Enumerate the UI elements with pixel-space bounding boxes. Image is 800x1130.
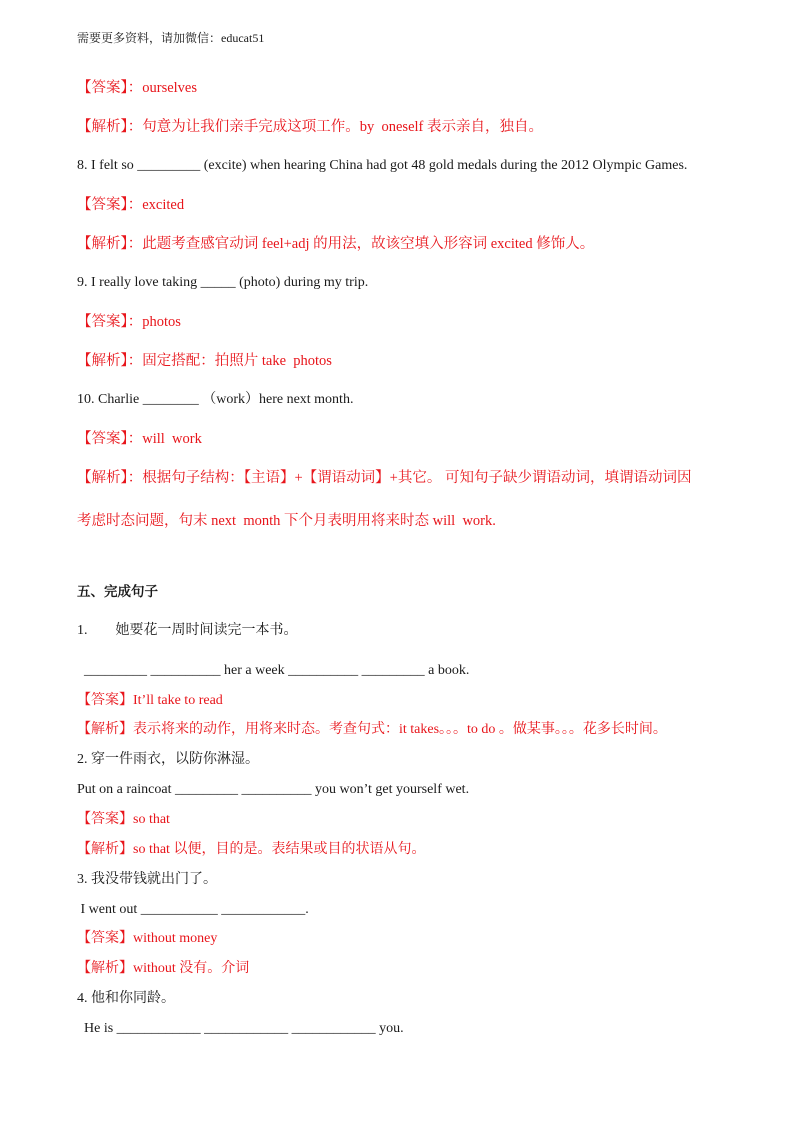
question-8: 8. I felt so _________ (excite) when hearing China had got 48 gold medals during the 2012 Olympic Games. [77, 158, 688, 173]
answer-line: 【答案】so that [77, 812, 170, 827]
analysis-line: 【解析】：固定搭配：拍照片 take photos [77, 353, 332, 369]
analysis-line: 【解析】：句意为让我们亲手完成这项工作。by oneself 表示亲自，独自。 [77, 119, 543, 135]
analysis-line: 【解析】：此题考查感官动词 feel+adj 的用法，故该空填入形容词 excited 修饰人。 [77, 236, 595, 252]
sentence-1-blanks: _________ __________ her a week __________ _________ a book. [77, 663, 470, 678]
sentence-3-blanks: I went out ___________ ____________. [77, 902, 309, 917]
answer-line: 【答案】：will work [77, 431, 202, 447]
sentence-4-blanks: He is ____________ ____________ ____________ you. [77, 1021, 404, 1036]
section-title: 五、完成句子 [77, 584, 158, 600]
sentence-2-prompt: 2. 穿一件雨衣，以防你淋湿。 [77, 752, 259, 767]
question-9: 9. I really love taking _____ (photo) during my trip. [77, 275, 369, 290]
analysis-line-cont: 考虑时态问题，句末 next month 下个月表明用将来时态 will work. [77, 513, 496, 529]
question-10: 10. Charlie ________ （work）here next month. [77, 392, 354, 407]
answer-line: 【答案】：photos [77, 314, 181, 330]
answer-line: 【答案】：excited [77, 197, 185, 213]
analysis-line: 【解析】so that 以便，目的是。表结果或目的状语从句。 [77, 842, 426, 857]
page-header: 需要更多资料，请加微信：educat51 [77, 31, 265, 45]
analysis-line: 【解析】without 没有。介词 [77, 961, 250, 976]
answer-line: 【答案】It’ll take to read [77, 693, 223, 708]
sentence-1-prompt: 1. 她要花一周时间读完一本书。 [77, 623, 298, 638]
sentence-3-prompt: 3. 我没带钱就出门了。 [77, 872, 217, 887]
sentence-2-blanks: Put on a raincoat _________ __________ you won’t get yourself wet. [77, 782, 470, 797]
sentence-4-prompt: 4. 他和你同龄。 [77, 991, 175, 1006]
analysis-line: 【解析】：根据句子结构：【主语】+【谓语动词】+其它。 可知句子缺少谓语动词，填谓语动词因 [77, 470, 692, 486]
answer-line: 【答案】：ourselves [77, 80, 198, 96]
analysis-line: 【解析】表示将来的动作，用将来时态。考查句式：it takes。。。to do 。做某事。。。花多长时间。 [77, 722, 667, 737]
answer-line: 【答案】without money [77, 931, 218, 946]
